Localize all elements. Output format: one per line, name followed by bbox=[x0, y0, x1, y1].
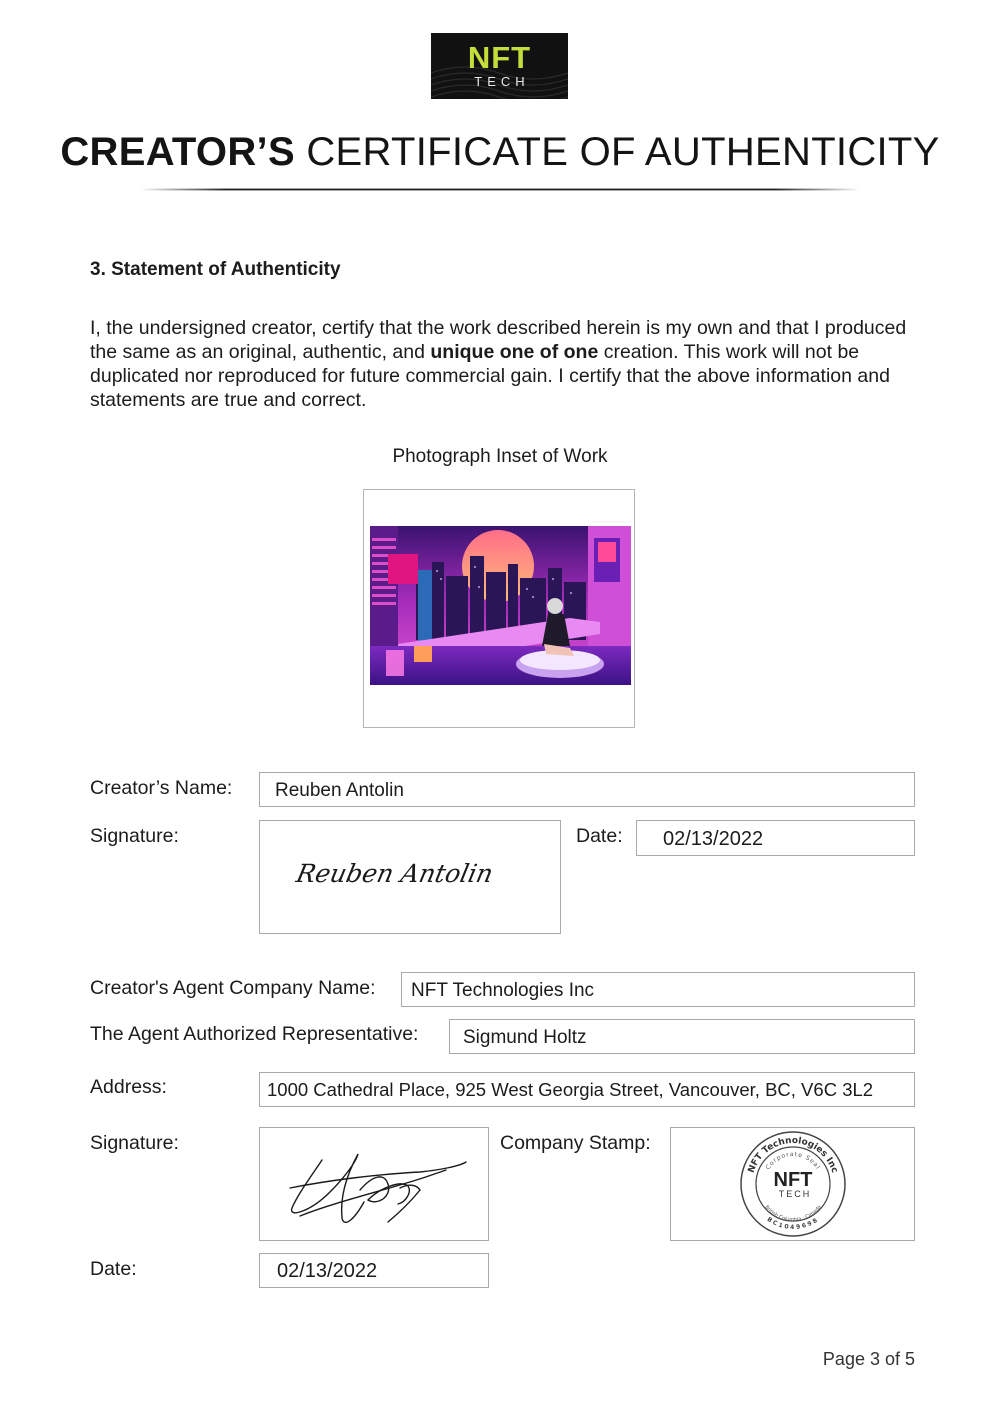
statement-bold: unique one of one bbox=[430, 341, 599, 363]
address-label: Address: bbox=[90, 1076, 167, 1098]
creator-signature-image bbox=[260, 821, 560, 933]
creator-signature-box[interactable] bbox=[259, 820, 561, 934]
creator-name-field[interactable]: Reuben Antolin bbox=[259, 772, 915, 807]
creator-name-label: Creator’s Name: bbox=[90, 777, 233, 799]
title-bold: CREATOR’S bbox=[60, 130, 295, 174]
company-stamp-label: Company Stamp: bbox=[500, 1132, 651, 1154]
seal-number-text: BC1049698 bbox=[765, 1215, 821, 1232]
agent-company-label: Creator's Agent Company Name: bbox=[90, 977, 376, 999]
seal-bottom-text: British Columbia · Canada bbox=[763, 1204, 823, 1224]
seal-top-text: NFT Technologies Inc bbox=[746, 1135, 840, 1175]
agent-company-field[interactable]: NFT Technologies Inc bbox=[401, 972, 915, 1007]
statement-part-2: creation. This work will not be duplicated nor reproduced for future commercial gain. I certify that the above information and statements are true and correct. bbox=[90, 341, 890, 411]
section-heading: 3. Statement of Authenticity bbox=[90, 259, 341, 280]
artwork-image bbox=[370, 526, 631, 685]
logo-nft-text: NFT bbox=[467, 40, 532, 75]
page-number: Page 3 of 5 bbox=[822, 1349, 915, 1369]
creator-signature-label: Signature: bbox=[90, 825, 179, 847]
creator-signature-text: Reuben Antolin bbox=[293, 859, 496, 888]
certificate-title bbox=[0, 128, 1000, 176]
agent-date-label: Date: bbox=[90, 1258, 137, 1280]
creator-date-label: Date: bbox=[576, 825, 623, 847]
creator-date-field[interactable]: 02/13/2022 bbox=[636, 820, 915, 856]
agent-signature-label: Signature: bbox=[90, 1132, 179, 1154]
seal-logo-tech: TECH bbox=[778, 1189, 812, 1199]
nft-tech-logo bbox=[431, 33, 568, 99]
seal-inner-text: Corporate Seal bbox=[764, 1150, 822, 1172]
photo-caption: Photograph Inset of Work bbox=[392, 446, 608, 467]
company-stamp-box bbox=[670, 1127, 915, 1241]
corporate-seal-icon bbox=[671, 1128, 914, 1240]
agent-rep-label: The Agent Authorized Representative: bbox=[90, 1023, 419, 1045]
agent-date-field[interactable]: 02/13/2022 bbox=[259, 1253, 489, 1288]
statement-paragraph bbox=[90, 316, 920, 412]
logo-tech-text: TECH bbox=[474, 74, 530, 89]
agent-rep-field[interactable]: Sigmund Holtz bbox=[449, 1019, 915, 1054]
seal-logo-nft: NFT bbox=[773, 1169, 813, 1191]
title-regular: CERTIFICATE OF AUTHENTICITY bbox=[294, 130, 940, 174]
statement-part-1: I, the undersigned creator, certify that the work described herein is my own and that I produced the same as an original, authentic, and bbox=[90, 317, 907, 363]
agent-signature-image bbox=[260, 1128, 488, 1240]
address-field[interactable]: 1000 Cathedral Place, 925 West Georgia Street, Vancouver, BC, V6C 3L2 bbox=[259, 1072, 915, 1107]
title-divider bbox=[140, 189, 860, 191]
agent-signature-box[interactable] bbox=[259, 1127, 489, 1241]
